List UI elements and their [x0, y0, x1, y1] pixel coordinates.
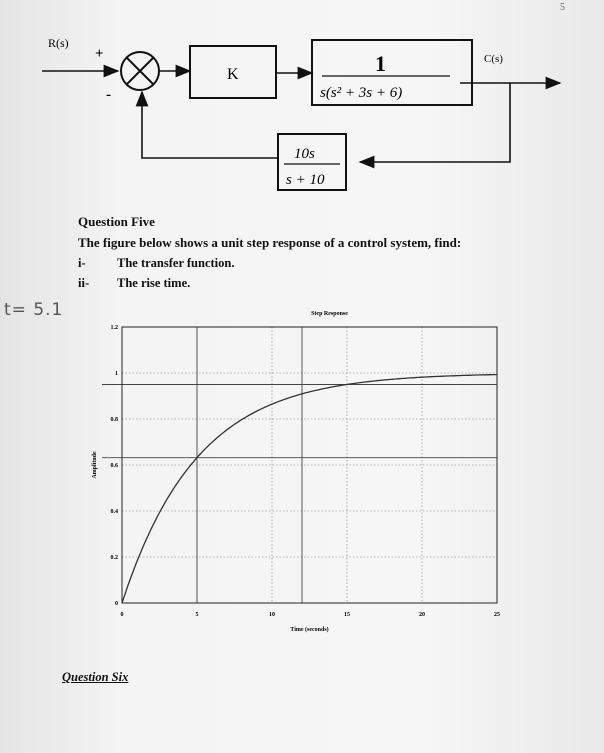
y-tick-label: 0.4: [110, 509, 118, 515]
feedback-line-left: [142, 92, 278, 158]
page-number: 5: [560, 2, 565, 13]
chart-ylabel: Amplitude: [92, 451, 98, 479]
x-tick-label: 0: [120, 612, 124, 618]
x-tick-label: 10: [269, 612, 275, 618]
question-five-title: Question Five: [78, 214, 155, 229]
handwritten-note: t= 5.1: [4, 300, 64, 320]
y-tick-label: 1: [115, 371, 118, 377]
plus-sign: +: [95, 46, 104, 62]
question-five-prompt: The figure below shows a unit step response of a control system, find:: [78, 235, 462, 250]
plant-denominator: s(s² + 3s + 6): [320, 85, 403, 101]
y-tick-label: 0.6: [110, 463, 118, 469]
chart-title: Step Response: [311, 311, 348, 317]
output-label: C(s): [484, 53, 503, 65]
x-tick-label: 5: [195, 612, 199, 618]
item-number-1: i-: [78, 256, 86, 270]
plant-numerator: 1: [375, 51, 386, 76]
input-label: R(s): [48, 36, 69, 50]
y-tick-label: 0: [115, 601, 118, 607]
minus-sign: -: [106, 87, 111, 103]
y-tick-label: 0.8: [110, 417, 118, 423]
item-number-2: ii-: [78, 276, 90, 290]
y-tick-label: 1.2: [110, 325, 118, 331]
summing-junction: [121, 52, 159, 90]
chart-xlabel: Time (seconds): [290, 627, 329, 633]
x-tick-label: 20: [419, 612, 425, 618]
x-tick-label: 15: [344, 612, 350, 618]
item-text-1: The transfer function.: [117, 256, 235, 270]
x-tick-label: 25: [494, 612, 500, 618]
question-six-title: Question Six: [62, 670, 129, 684]
item-text-2: The rise time.: [117, 276, 191, 290]
feedback-denominator: s + 10: [286, 172, 325, 188]
feedback-numerator: 10s: [294, 146, 315, 162]
y-tick-label: 0.2: [110, 555, 118, 561]
block-diagram: [0, 0, 604, 205]
step-response-chart: [80, 300, 510, 640]
step-curve: [122, 375, 497, 603]
gain-label: K: [227, 66, 239, 83]
